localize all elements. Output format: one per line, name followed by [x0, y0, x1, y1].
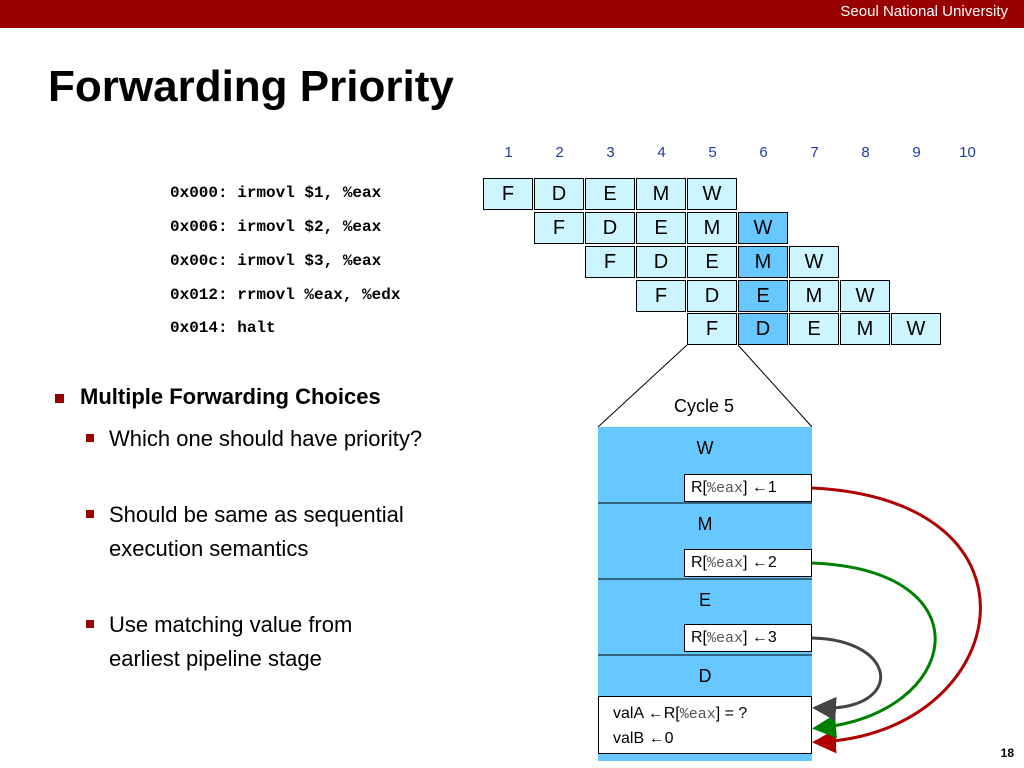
instruction-line: 0x006: irmovl $2, %eax [170, 218, 382, 236]
arrow-left-icon: ← [751, 629, 768, 646]
reg-open: R[ [691, 479, 707, 496]
cycle-number: 3 [606, 144, 615, 161]
reg-name: %eax [707, 555, 744, 572]
page-number: 18 [1000, 746, 1014, 760]
reg-close: ] [743, 554, 748, 571]
instruction-line: 0x000: irmovl $1, %eax [170, 184, 382, 202]
pipeline-cell: M [687, 212, 737, 244]
reg-name: %eax [707, 480, 744, 497]
pipeline-cell: F [534, 212, 584, 244]
arrow-left-icon: ← [751, 554, 768, 571]
instruction-line: 0x014: halt [170, 319, 276, 337]
pipeline-cell: E [687, 246, 737, 278]
pipeline-cell: W [687, 178, 737, 210]
arrow-left-icon: ← [647, 705, 664, 722]
vala-close: ] = ? [715, 705, 748, 722]
stage-label-m: M [697, 514, 713, 534]
cycle5-label: Cycle 5 [674, 396, 735, 416]
pipeline-cell-highlight: D [738, 313, 788, 345]
pipeline-cell: F [687, 313, 737, 345]
reg-value: 1 [767, 479, 777, 496]
instruction-line: 0x00c: irmovl $3, %eax [170, 252, 382, 270]
pipeline-cell: M [840, 313, 890, 345]
pipeline-cell-highlight: M [738, 246, 788, 278]
pipeline-cell: E [636, 212, 686, 244]
stage-label-d: D [698, 666, 712, 686]
pipeline-cell: D [585, 212, 635, 244]
pipeline-cell: D [636, 246, 686, 278]
pipeline-cell-highlight: W [738, 212, 788, 244]
forward-arrow-e [812, 638, 881, 708]
reg-close: ] [743, 629, 748, 646]
stage-label-e: E [698, 590, 711, 610]
cycle-number: 8 [861, 144, 870, 161]
pipeline-cell: W [840, 280, 890, 312]
pipeline-cell: D [687, 280, 737, 312]
vala-reg: %eax [679, 706, 716, 723]
arrow-left-icon: ← [751, 479, 768, 496]
vala-label: valA [613, 705, 644, 722]
pipeline-cell: W [891, 313, 941, 345]
bullet-sub: Use matching value from earliest pipeline stage [109, 612, 353, 671]
cycle-number: 5 [708, 144, 717, 161]
valb-value: 0 [664, 730, 674, 747]
pipeline-cell: E [789, 313, 839, 345]
arrow-left-icon: ← [648, 730, 665, 747]
cycle-number: 9 [912, 144, 921, 161]
reg-value: 3 [767, 629, 777, 646]
valb-label: valB [613, 730, 645, 747]
university-name: Seoul National University [840, 3, 1008, 20]
bullet-main: Multiple Forwarding Choices [80, 384, 381, 409]
reg-value: 2 [767, 554, 777, 571]
pipeline-cell: F [483, 178, 533, 210]
forward-arrow-m [812, 563, 935, 728]
reg-open: R[ [691, 629, 707, 646]
instruction-line: 0x012: rrmovl %eax, %edx [170, 286, 401, 304]
pipeline-cell-highlight: E [738, 280, 788, 312]
pipeline-cell: D [534, 178, 584, 210]
cycle-number: 1 [504, 144, 513, 161]
pipeline-cell: M [636, 178, 686, 210]
pipeline-cell: M [789, 280, 839, 312]
reg-close: ] [743, 479, 748, 496]
bullet-sub: Should be same as sequential execution semantics [109, 502, 404, 561]
stage-label-w: W [696, 438, 714, 458]
forward-arrow-w [812, 488, 980, 742]
pipeline-cell: E [585, 178, 635, 210]
slide-title: Forwarding Priority [48, 62, 454, 111]
reg-open: R[ [691, 554, 707, 571]
cycle-number: 6 [759, 144, 768, 161]
cycle-number: 2 [555, 144, 564, 161]
vala-open: R[ [663, 705, 680, 722]
pipeline-cell: F [585, 246, 635, 278]
cycle-number: 4 [657, 144, 666, 161]
pipeline-cell: W [789, 246, 839, 278]
bullet-sub: Which one should have priority? [109, 426, 423, 451]
pipeline-cell: F [636, 280, 686, 312]
cycle-number: 10 [959, 144, 976, 161]
reg-name: %eax [707, 630, 744, 647]
cycle-number: 7 [810, 144, 819, 161]
